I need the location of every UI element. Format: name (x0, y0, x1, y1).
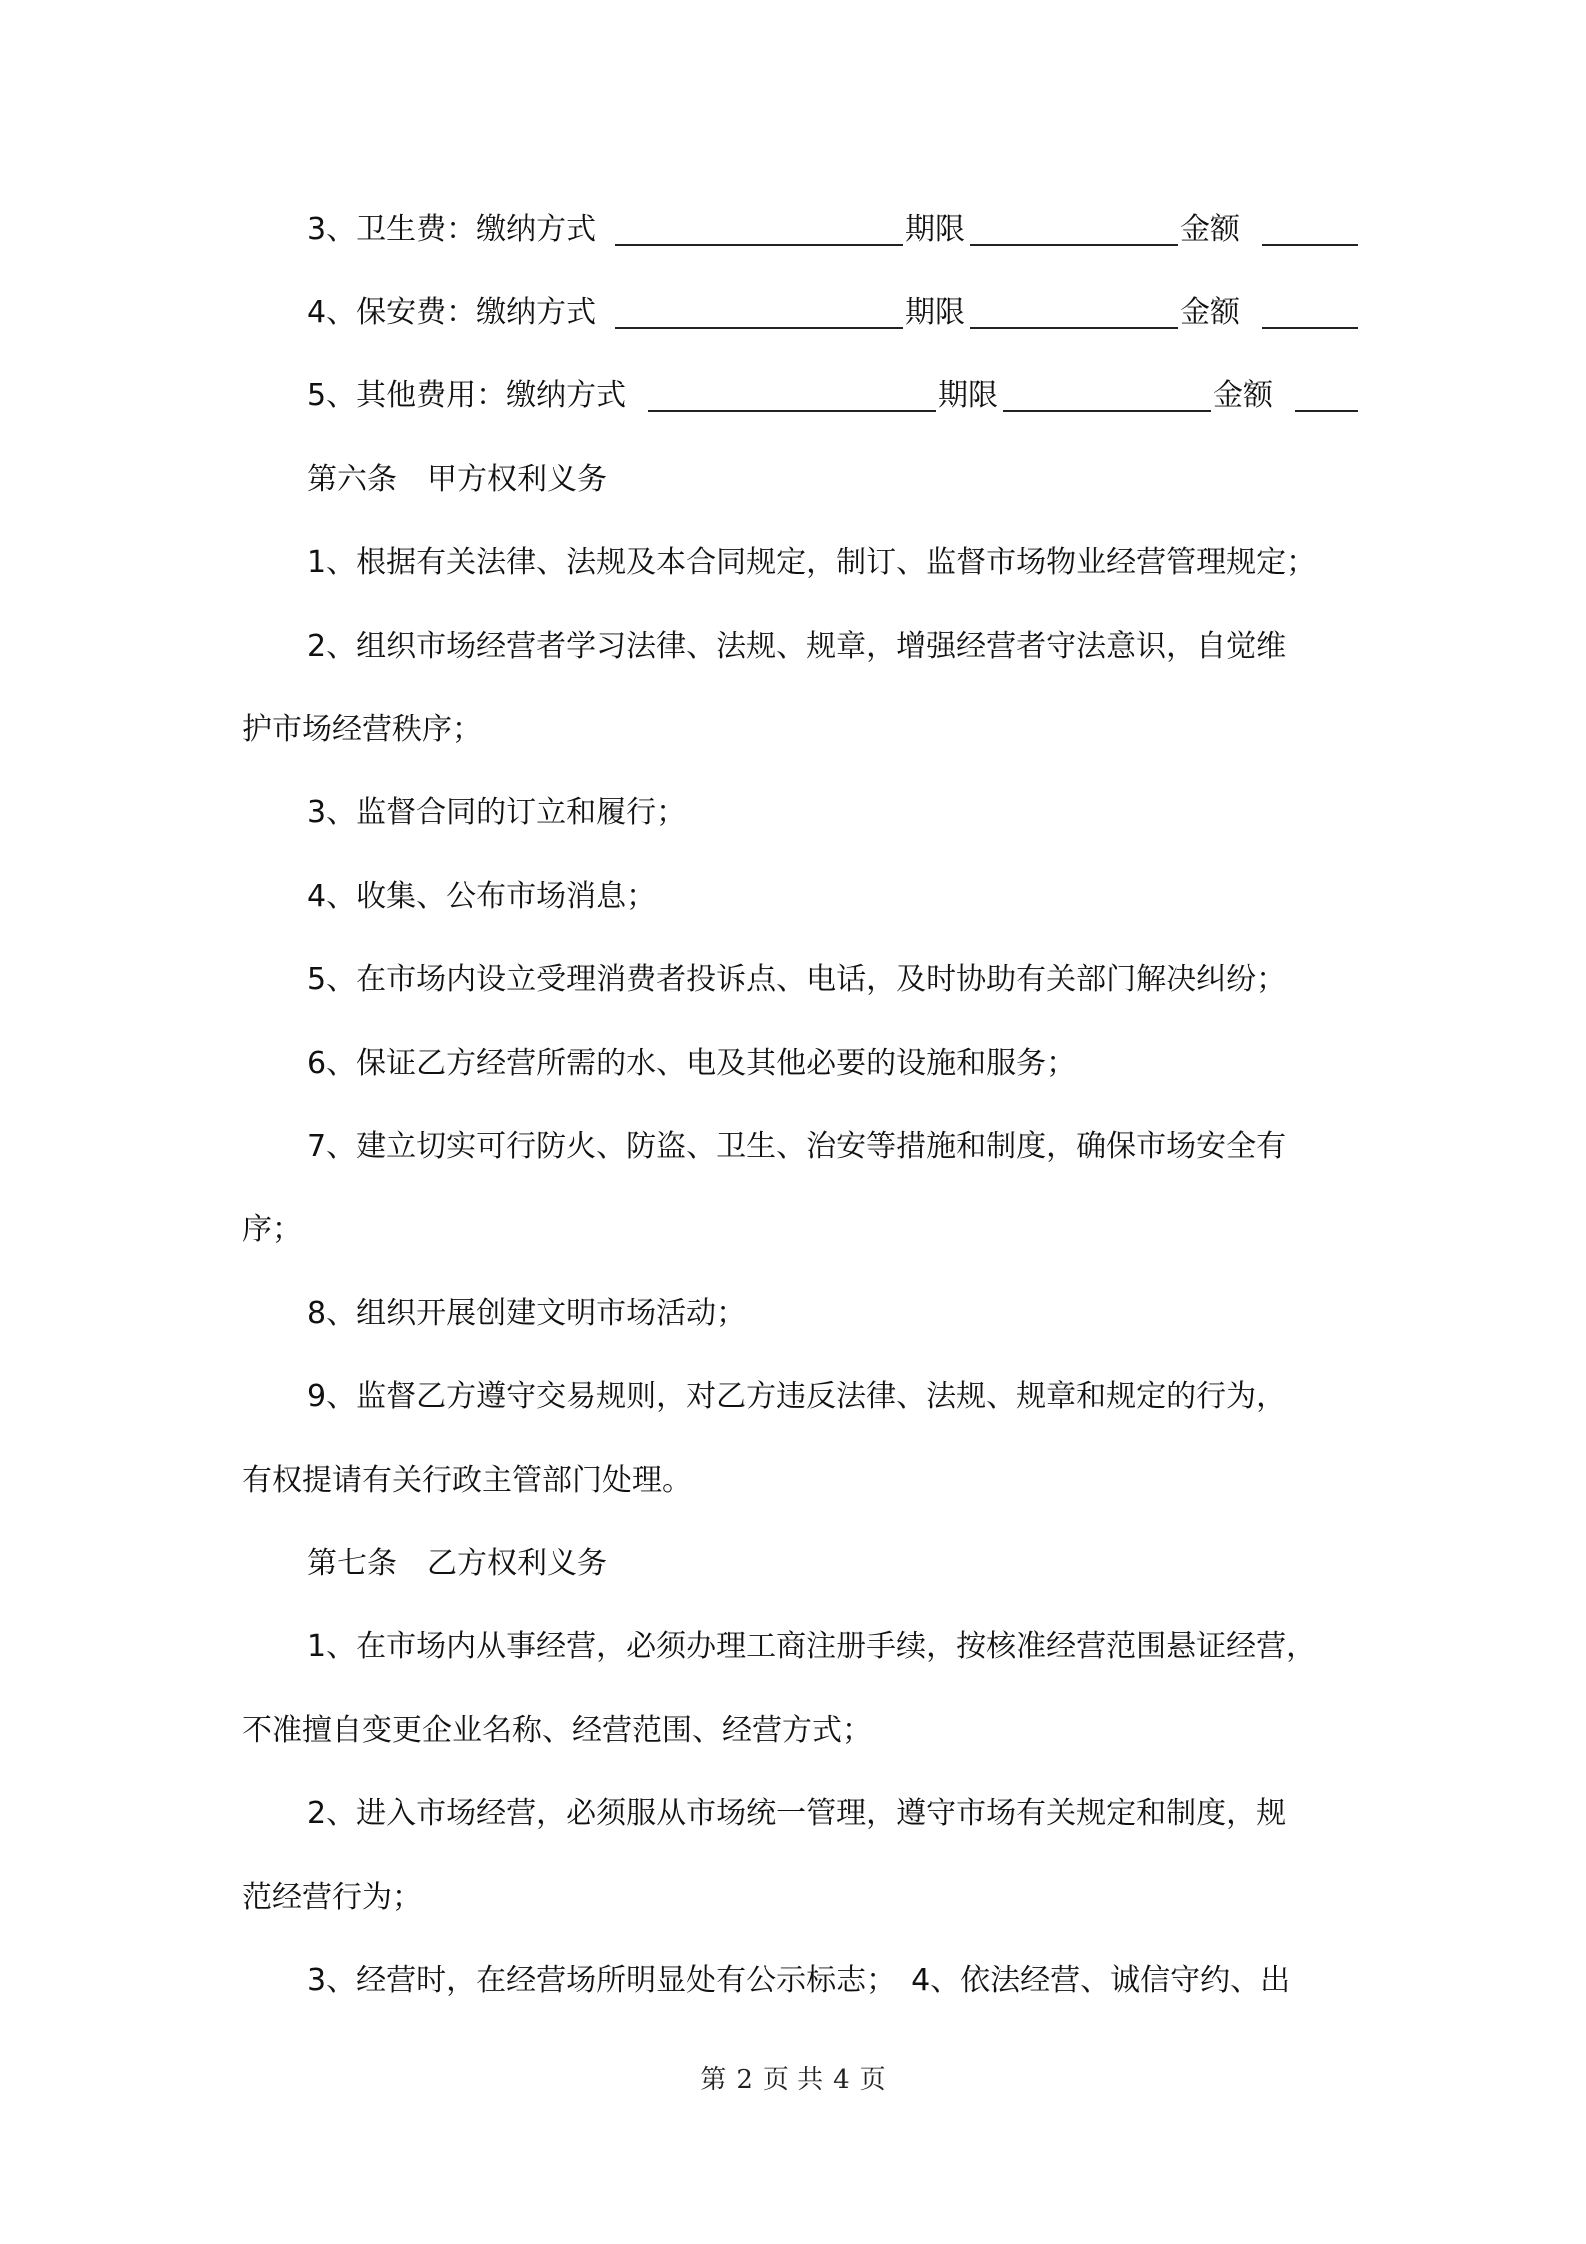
fee-amount-blank (1262, 244, 1358, 246)
paragraph-line (0, 1044, 1586, 1084)
fee-amount-blank (1295, 410, 1358, 412)
fee-amount-blank (1262, 327, 1358, 329)
fee-method-blank (648, 410, 936, 412)
paragraph-text: 6、保证乙方经营所需的水、电及其他必要的设施和服务； (307, 1046, 1077, 1081)
paragraph-line (0, 1711, 1586, 1751)
paragraph-line (0, 1961, 1586, 2001)
paragraph-text: 2、进入市场经营，必须服从市场统一管理，遵守市场有关规定和制度，规 (307, 1796, 1287, 1831)
fee-amount-label: 金额 (1180, 212, 1240, 247)
fee-amount-label: 金额 (1213, 378, 1273, 413)
paragraph-text: 1、在市场内从事经营，必须办理工商注册手续，按核准经营范围悬证经营， (307, 1629, 1317, 1664)
paragraph-text: 2、组织市场经营者学习法律、法规、规章，增强经营者守法意识，自觉维 (307, 629, 1287, 664)
paragraph-text: 1、根据有关法律、法规及本合同规定，制订、监督市场物业经营管理规定； (307, 545, 1317, 580)
fee-label: 4、保安费：缴纳方式 (307, 295, 597, 330)
paragraph-line (0, 1210, 1586, 1250)
paragraph-line (0, 877, 1586, 917)
paragraph-line (0, 1627, 1586, 1667)
paragraph-line (0, 710, 1586, 750)
fee-period-blank (970, 327, 1178, 329)
article-heading-text: 第六条 甲方权利义务 (307, 462, 607, 497)
fee-method-blank (615, 244, 903, 246)
page-footer (0, 2062, 1586, 2098)
paragraph-line (0, 627, 1586, 667)
paragraph-line (0, 543, 1586, 583)
paragraph-line (0, 1377, 1586, 1417)
fee-amount-label: 金额 (1180, 295, 1240, 330)
paragraph-line (0, 1461, 1586, 1501)
fee-method-blank (615, 327, 903, 329)
fee-period-label: 期限 (905, 295, 965, 330)
paragraph-text: 不准擅自变更企业名称、经营范围、经营方式； (242, 1713, 872, 1748)
footer-middle: 页 共 (762, 2065, 824, 2095)
fee-label: 3、卫生费：缴纳方式 (307, 212, 597, 247)
paragraph-text: 护市场经营秩序； (242, 712, 482, 747)
paragraph-line (0, 960, 1586, 1000)
paragraph-text: 5、在市场内设立受理消费者投诉点、电话，及时协助有关部门解决纠纷； (307, 962, 1287, 997)
fee-line-other (0, 376, 1586, 416)
fee-line-security (0, 293, 1586, 333)
fee-period-label: 期限 (905, 212, 965, 247)
fee-label: 5、其他费用：缴纳方式 (307, 378, 627, 413)
paragraph-line (0, 1294, 1586, 1334)
paragraph-text: 4、收集、公布市场消息； (307, 879, 657, 914)
paragraph-line (0, 793, 1586, 833)
fee-period-blank (1003, 410, 1211, 412)
paragraph-text: 3、监督合同的订立和履行； (307, 795, 687, 830)
paragraph-line (0, 1127, 1586, 1167)
fee-line-sanitation (0, 210, 1586, 250)
paragraph-text: 序； (242, 1212, 302, 1247)
article-6-heading (0, 460, 1586, 500)
fee-period-label: 期限 (938, 378, 998, 413)
footer-page-number: 2 (736, 2065, 753, 2095)
footer-total-pages: 4 (833, 2065, 850, 2095)
fee-period-blank (970, 244, 1178, 246)
paragraph-text: 9、监督乙方遵守交易规则，对乙方违反法律、法规、规章和规定的行为， (307, 1379, 1287, 1414)
paragraph-text: 范经营行为； (242, 1880, 422, 1915)
paragraph-text: 3、经营时，在经营场所明显处有公示标志； 4、依法经营、诚信守约、出 (307, 1963, 1291, 1998)
footer-suffix: 页 (859, 2065, 886, 2095)
footer-prefix: 第 (700, 2065, 727, 2095)
paragraph-text: 8、组织开展创建文明市场活动； (307, 1296, 747, 1331)
paragraph-line (0, 1794, 1586, 1834)
paragraph-text: 7、建立切实可行防火、防盗、卫生、治安等措施和制度，确保市场安全有 (307, 1129, 1287, 1164)
paragraph-text: 有权提请有关行政主管部门处理。 (242, 1463, 692, 1498)
paragraph-line (0, 1878, 1586, 1918)
article-7-heading (0, 1544, 1586, 1584)
article-heading-text: 第七条 乙方权利义务 (307, 1546, 607, 1581)
